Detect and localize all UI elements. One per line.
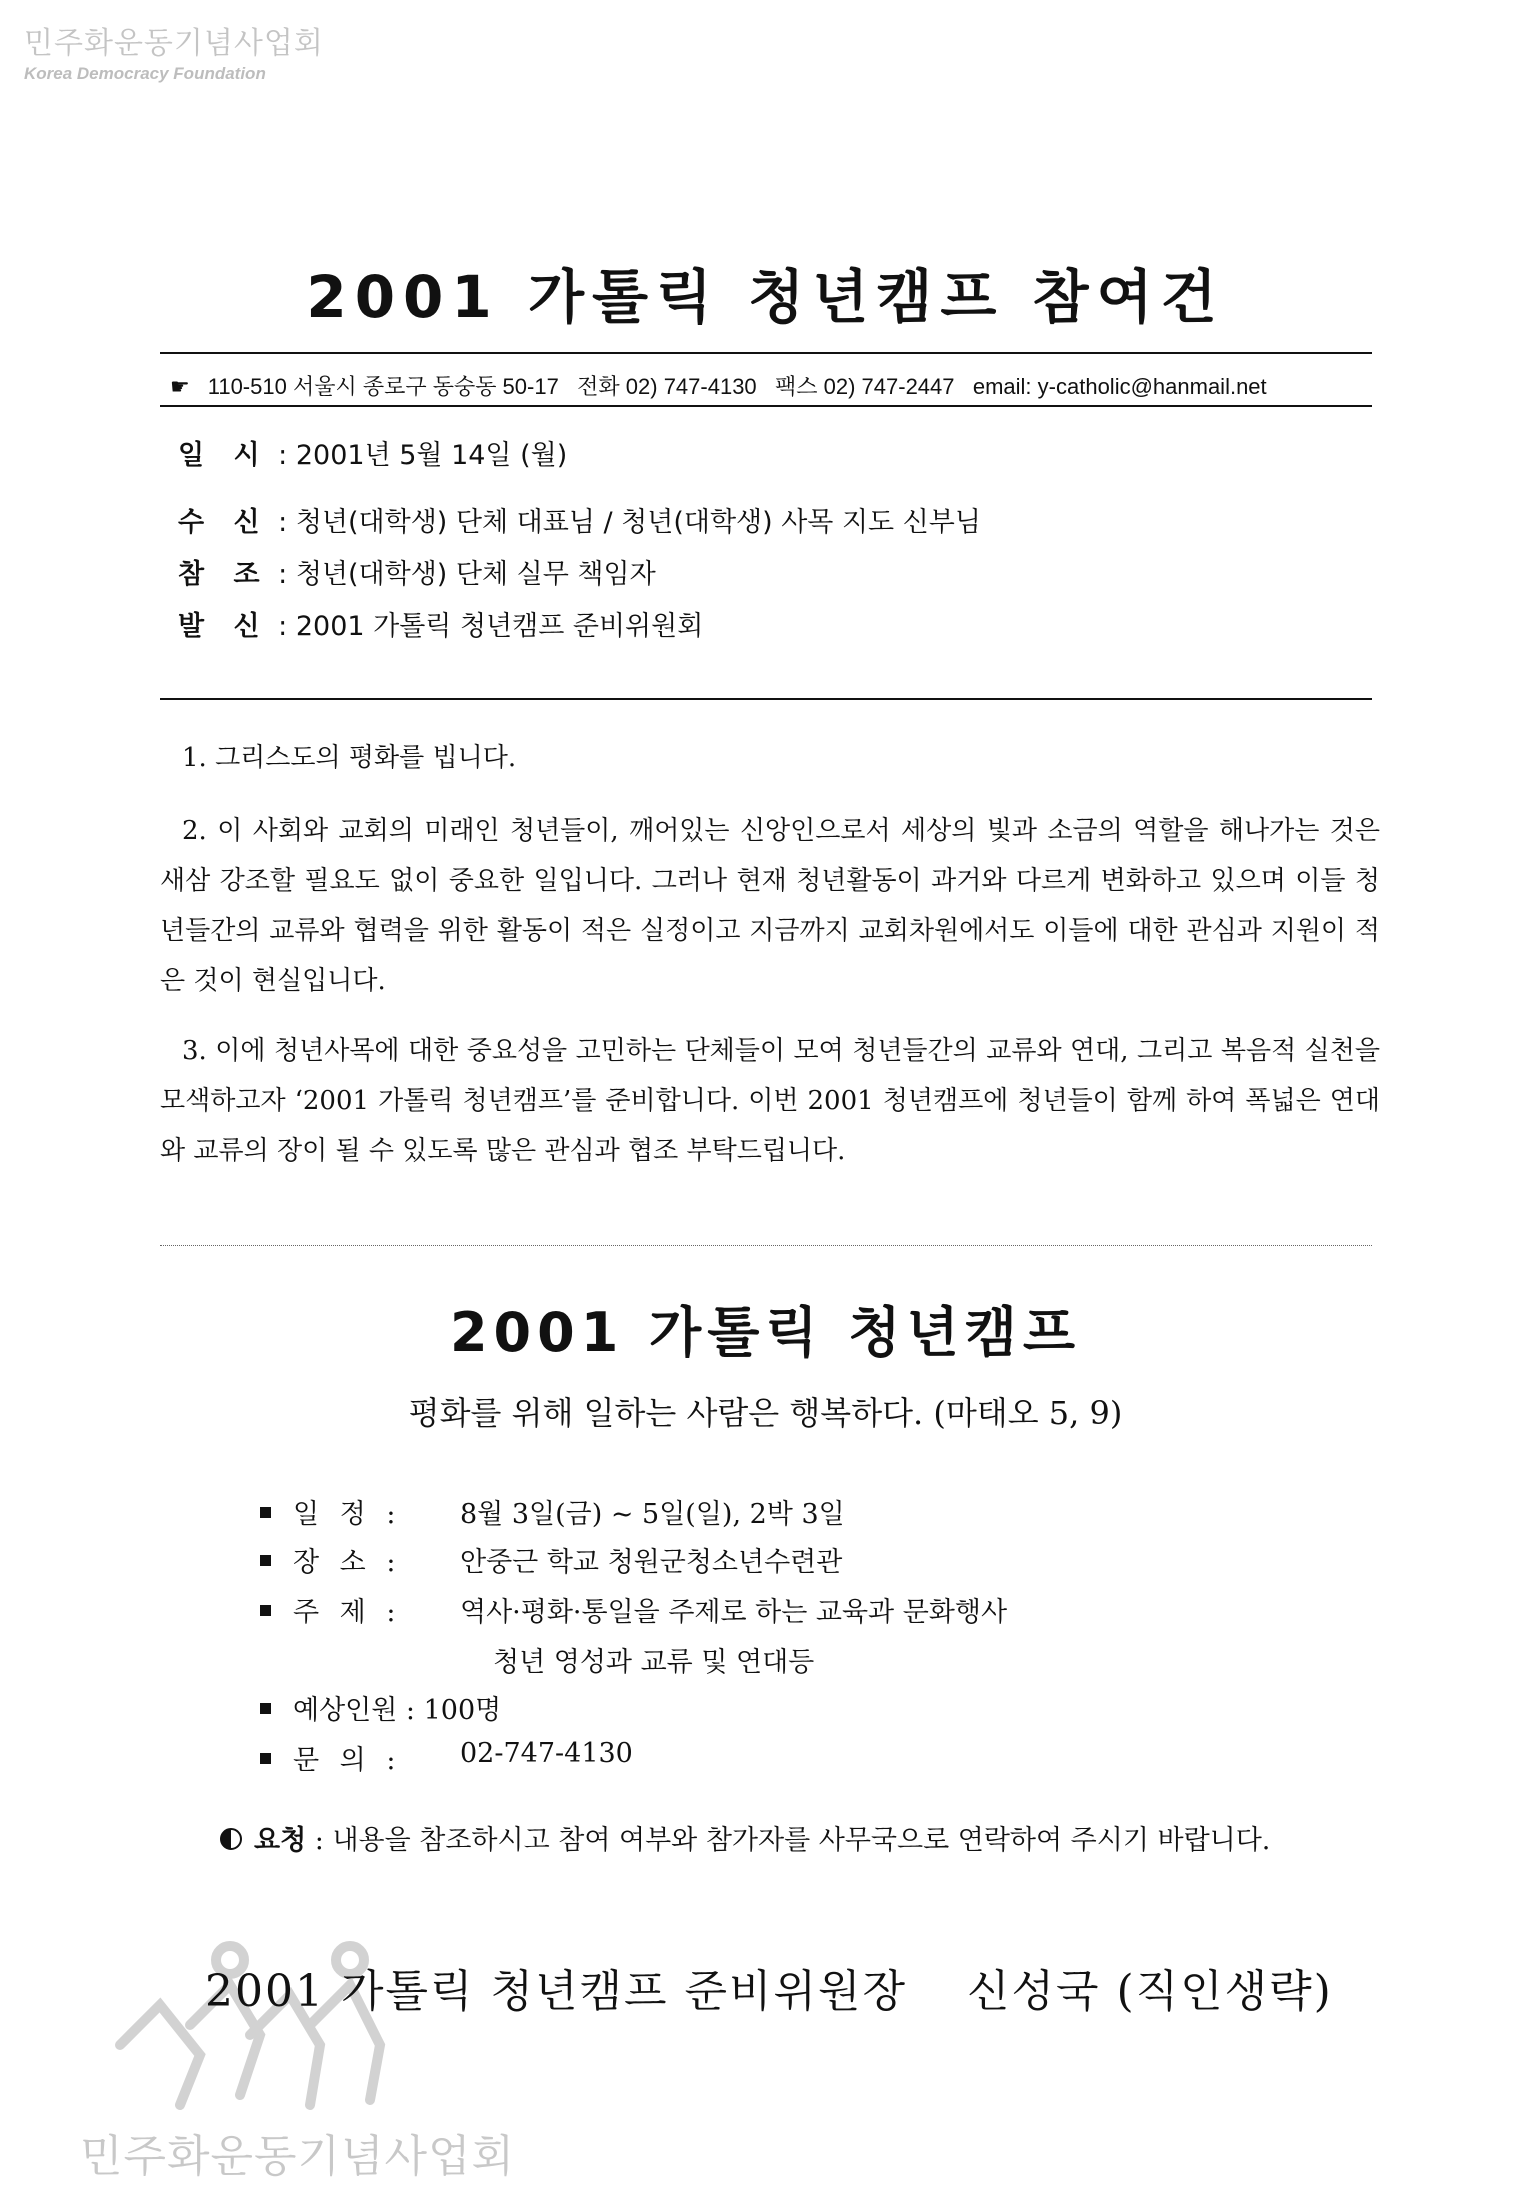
meta-recipient-key: 수 신 bbox=[178, 507, 270, 538]
body-paragraph-2-text: 2. 이 사회와 교회의 미래인 청년들이, 깨어있는 신앙인으로서 세상의 빛과 소금의 역할을 해나가는 것은 새삼 강조할 필요도 없이 중요한 일입니다. 그러나 현재 청년활동이 과거와 다르게 변화하고 있으며 이들 청년들간의 교류와 협력을 위한 활동이 적은 실정이고 지금까지 교회차원에서도 이들에 대한 관심과 지원이 적은 것이 현실입니다. bbox=[160, 816, 1380, 996]
camp-people-label: 예상인원 : bbox=[293, 1695, 416, 1726]
meta-sender-value: : 2001 가톨릭 청년캠프 준비위원회 bbox=[278, 611, 704, 642]
body-paragraph-2 bbox=[160, 806, 1380, 1006]
bullet-square-icon bbox=[260, 1753, 271, 1764]
camp-contact bbox=[260, 1738, 633, 1777]
meta-date-value: : 2001년 5월 14일 (월) bbox=[278, 440, 568, 471]
request-note bbox=[220, 1818, 1270, 1857]
signature-org: 2001 가톨릭 청년캠프 준비위원장 bbox=[205, 1966, 907, 2017]
camp-schedule-value: 8월 3일(금) ~ 5일(일), 2박 3일 bbox=[460, 1499, 845, 1530]
meta-recipient-value: : 청년(대학생) 단체 대표님 / 청년(대학생) 사목 지도 신부님 bbox=[278, 507, 981, 538]
header-rule-top bbox=[160, 352, 1372, 354]
address-text: 110-510 서울시 종로구 동숭동 50-17 bbox=[207, 374, 559, 399]
camp-schedule-label: 일 정 : bbox=[293, 1499, 402, 1530]
meta-rule bbox=[160, 698, 1372, 700]
meta-sender bbox=[178, 604, 703, 643]
camp-people-value: 100명 bbox=[423, 1695, 502, 1726]
bullet-square-icon bbox=[260, 1507, 271, 1518]
half-circle-icon bbox=[220, 1828, 242, 1850]
body-paragraph-1-text: 1. 그리스도의 평화를 빕니다. bbox=[182, 743, 517, 773]
camp-people bbox=[260, 1688, 501, 1727]
bullet-square-icon bbox=[260, 1605, 271, 1616]
hand-pointer-icon: ☛ bbox=[170, 374, 190, 399]
body-paragraph-3 bbox=[160, 1026, 1380, 1176]
camp-place-value: 안중근 학교 청원군청소년수련관 bbox=[460, 1547, 843, 1578]
body-paragraph-1 bbox=[160, 733, 1380, 783]
meta-reference-value: : 청년(대학생) 단체 실무 책임자 bbox=[278, 559, 656, 590]
signature-line bbox=[205, 1955, 1333, 2019]
camp-contact-label: 문 의 : bbox=[293, 1745, 402, 1776]
camp-subtitle: 평화를 위해 일하는 사람은 행복하다. (마태오 5, 9) bbox=[408, 1394, 1123, 1432]
request-value: : 내용을 참조하시고 참여 여부와 참가자를 사무국으로 연락하여 주시기 바랍니다. bbox=[314, 1825, 1271, 1856]
phone-text: 전화 02) 747-4130 bbox=[577, 374, 757, 399]
camp-theme-value-2: 청년 영성과 교류 및 연대등 bbox=[493, 1647, 815, 1678]
meta-date bbox=[178, 433, 567, 472]
camp-theme-label: 주 제 : bbox=[293, 1597, 402, 1628]
watermark-org-en: Korea Democracy Foundation bbox=[24, 64, 266, 83]
camp-contact-value: 02-747-4130 bbox=[460, 1738, 633, 1769]
camp-theme bbox=[260, 1590, 1008, 1629]
watermark-org-kr: 민주화운동기념사업회 bbox=[24, 26, 324, 61]
camp-title: 2001 가톨릭 청년캠프 bbox=[449, 1301, 1082, 1364]
email-text: email: y-catholic@hanmail.net bbox=[972, 374, 1267, 399]
header-rule-bottom bbox=[160, 405, 1372, 407]
camp-theme-value-1: 역사·평화·통일을 주제로 하는 교육과 문화행사 bbox=[460, 1597, 1008, 1628]
document-title: 2001 가톨릭 청년캠프 참여건 bbox=[306, 263, 1225, 331]
signature-name: 신성국 (직인생략) bbox=[966, 1966, 1333, 2017]
meta-sender-key: 발 신 bbox=[178, 611, 270, 642]
meta-recipient bbox=[178, 500, 981, 539]
bullet-square-icon bbox=[260, 1703, 271, 1714]
address-line bbox=[170, 370, 1267, 401]
watermark-logo-figures bbox=[80, 1915, 440, 2135]
request-key: 요청 bbox=[254, 1825, 307, 1856]
bullet-square-icon bbox=[260, 1555, 271, 1566]
body-paragraph-3-text: 3. 이에 청년사목에 대한 중요성을 고민하는 단체들이 모여 청년들간의 교류와 연대, 그리고 복음적 실천을 모색하고자 ‘2001 가톨릭 청년캠프’를 준비합니다. 이번 2001 청년캠프에 청년들이 함께 하여 폭넓은 연대와 교류의 장이 될 수 있도록 많은 관심과 협조 부탁드립니다. bbox=[160, 1036, 1380, 1166]
camp-place-label: 장 소 : bbox=[293, 1547, 402, 1578]
camp-schedule bbox=[260, 1492, 845, 1531]
watermark-org-kr-bottom: 민주화운동기념사업회 bbox=[80, 2131, 516, 2182]
camp-place bbox=[260, 1540, 843, 1579]
meta-reference-key: 참 조 bbox=[178, 559, 270, 590]
fax-text: 팩스 02) 747-2447 bbox=[775, 374, 955, 399]
meta-reference bbox=[178, 552, 656, 591]
meta-date-key: 일 시 bbox=[178, 440, 270, 471]
section-divider bbox=[160, 1245, 1372, 1246]
